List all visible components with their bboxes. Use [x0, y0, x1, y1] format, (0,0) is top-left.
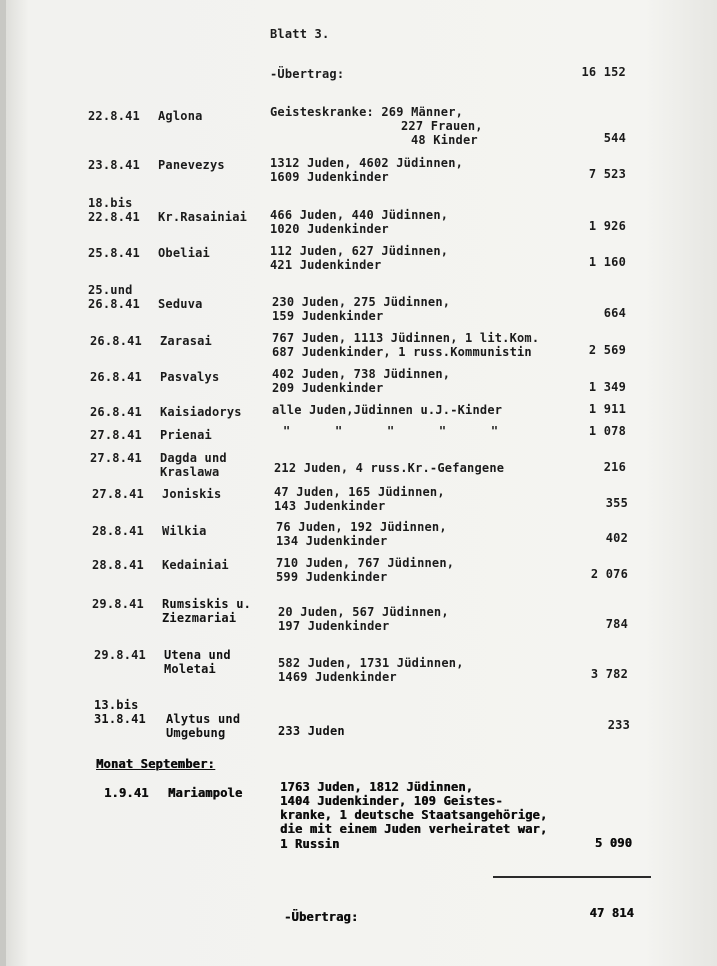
entry-place-line2: Ziezmariai — [162, 611, 237, 625]
entry-description: alle Juden,Jüdinnen u.J.-Kinder — [272, 403, 503, 417]
entry-place: Wilkia — [162, 524, 207, 538]
section-heading-september: Monat September: — [96, 757, 215, 771]
entry-date: 27.8.41 — [90, 451, 142, 465]
entry-place: Rumsiskis u. — [162, 597, 252, 611]
entry-description: 402 Juden, 738 Jüdinnen, — [272, 367, 451, 381]
entry-date: 28.8.41 — [92, 558, 144, 572]
entry-description: 20 Juden, 567 Jüdinnen, — [278, 605, 449, 619]
carry-in-value: 16 152 — [581, 65, 626, 79]
entry-description: 212 Juden, 4 russ.Kr.-Gefangene — [274, 461, 505, 475]
entry-description-line2: 1404 Judenkinder, 109 Geistes- — [280, 794, 503, 808]
scan-shadow-left — [0, 0, 6, 966]
entry-place: Zarasai — [160, 334, 212, 348]
entry-description-line2: 1609 Judenkinder — [270, 170, 389, 184]
entry-date: 31.8.41 — [94, 712, 146, 726]
entry-place: Dagda und — [160, 451, 227, 465]
entry-count: 233 — [607, 718, 630, 732]
carry-in-label: -Übertrag: — [270, 67, 345, 81]
entry-date: 27.8.41 — [92, 487, 144, 501]
entry-description-line3: kranke, 1 deutsche Staatsangehörige, — [280, 808, 548, 822]
entry-description-line2: 227 Frauen, — [401, 119, 483, 133]
entry-count: 1 911 — [588, 402, 626, 416]
entry-date: 29.8.41 — [92, 597, 144, 611]
carry-out-label: -Übertrag: — [284, 910, 359, 924]
entry-date: 27.8.41 — [90, 428, 142, 442]
entry-description-line5: 1 Russin — [280, 837, 340, 851]
entry-place-line2: Moletai — [164, 662, 216, 676]
entry-description-line2: 1020 Judenkinder — [270, 222, 389, 236]
entry-date: 26.8.41 — [90, 405, 142, 419]
entry-date-range-start: 18.bis — [88, 196, 133, 210]
entry-date: 25.8.41 — [88, 246, 140, 260]
entry-date: 22.8.41 — [88, 210, 140, 224]
entry-description: 466 Juden, 440 Jüdinnen, — [270, 208, 449, 222]
entry-description: 230 Juden, 275 Jüdinnen, — [272, 295, 451, 309]
entry-place-line2: Umgebung — [166, 726, 226, 740]
entry-count: 402 — [605, 531, 628, 545]
entry-count: 784 — [605, 617, 628, 631]
entry-description-line2: 421 Judenkinder — [270, 258, 382, 272]
entry-count: 3 782 — [590, 667, 628, 681]
entry-place: Mariampole — [168, 786, 243, 800]
entry-description-line3: 48 Kinder — [411, 133, 478, 147]
entry-date: 29.8.41 — [94, 648, 146, 662]
entry-place: Utena und — [164, 648, 231, 662]
entry-place: Kedainiai — [162, 558, 229, 572]
sum-rule — [493, 876, 651, 878]
entry-place: Kaisiadorys — [160, 405, 242, 419]
entry-date: 26.8.41 — [90, 334, 142, 348]
entry-description: 582 Juden, 1731 Jüdinnen, — [278, 656, 464, 670]
entry-date: 26.8.41 — [90, 370, 142, 384]
entry-description: 1763 Juden, 1812 Jüdinnen, — [280, 780, 474, 794]
entry-count: 1 349 — [588, 380, 626, 394]
entry-date-range-start: 25.und — [88, 283, 133, 297]
entry-description: 233 Juden — [278, 724, 345, 738]
entry-description: 47 Juden, 165 Jüdinnen, — [274, 485, 445, 499]
entry-place: Obeliai — [158, 246, 210, 260]
entry-description-line2: 209 Judenkinder — [272, 381, 384, 395]
entry-count: 1 926 — [588, 219, 626, 233]
entry-description: 767 Juden, 1113 Jüdinnen, 1 lit.Kom. — [272, 331, 540, 345]
entry-place: Prienai — [160, 428, 212, 442]
entry-count: 2 076 — [590, 567, 628, 581]
entry-count: 1 160 — [588, 255, 626, 269]
entry-description: 1312 Juden, 4602 Jüdinnen, — [270, 156, 464, 170]
entry-date-range-start: 13.bis — [94, 698, 139, 712]
entry-description-line2: 134 Judenkinder — [276, 534, 388, 548]
entry-place: Joniskis — [162, 487, 222, 501]
entry-date: 28.8.41 — [92, 524, 144, 538]
carry-out-value: 47 814 — [589, 906, 634, 920]
entry-description-line2: 159 Judenkinder — [272, 309, 384, 323]
entry-count: 664 — [603, 306, 626, 320]
entry-date: 23.8.41 — [88, 158, 140, 172]
entry-date: 26.8.41 — [88, 297, 140, 311]
entry-count: 544 — [603, 131, 626, 145]
entry-place: Aglona — [158, 109, 203, 123]
entry-description-line2: 687 Judenkinder, 1 russ.Kommunistin — [272, 345, 532, 359]
entry-place: Alytus und — [166, 712, 241, 726]
entry-place-line2: Kraslawa — [160, 465, 220, 479]
entry-place: Panevezys — [158, 158, 225, 172]
entry-count: 355 — [605, 496, 628, 510]
entry-description-line4: die mit einem Juden verheiratet war, — [280, 822, 548, 836]
entry-description-line2: 1469 Judenkinder — [278, 670, 397, 684]
entry-place: Kr.Rasainiai — [158, 210, 248, 224]
entry-count: 5 090 — [594, 836, 632, 850]
entry-count: 1 078 — [588, 424, 626, 438]
entry-place: Pasvalys — [160, 370, 220, 384]
entry-description: 76 Juden, 192 Jüdinnen, — [276, 520, 447, 534]
entry-date: 1.9.41 — [104, 786, 149, 800]
entry-place: Seduva — [158, 297, 203, 311]
entry-description: 710 Juden, 767 Jüdinnen, — [276, 556, 455, 570]
entry-count: 7 523 — [588, 167, 626, 181]
entry-description-line2: 599 Judenkinder — [276, 570, 388, 584]
sheet-number: Blatt 3. — [270, 27, 330, 41]
entry-description: 112 Juden, 627 Jüdinnen, — [270, 244, 449, 258]
entry-count: 2 569 — [588, 343, 626, 357]
entry-date: 22.8.41 — [88, 109, 140, 123]
entry-description-line2: 197 Judenkinder — [278, 619, 390, 633]
entry-count: 216 — [603, 460, 626, 474]
ditto-marks: " " " " " — [283, 424, 499, 438]
entry-description: Geisteskranke: 269 Männer, — [270, 105, 464, 119]
entry-description-line2: 143 Judenkinder — [274, 499, 386, 513]
